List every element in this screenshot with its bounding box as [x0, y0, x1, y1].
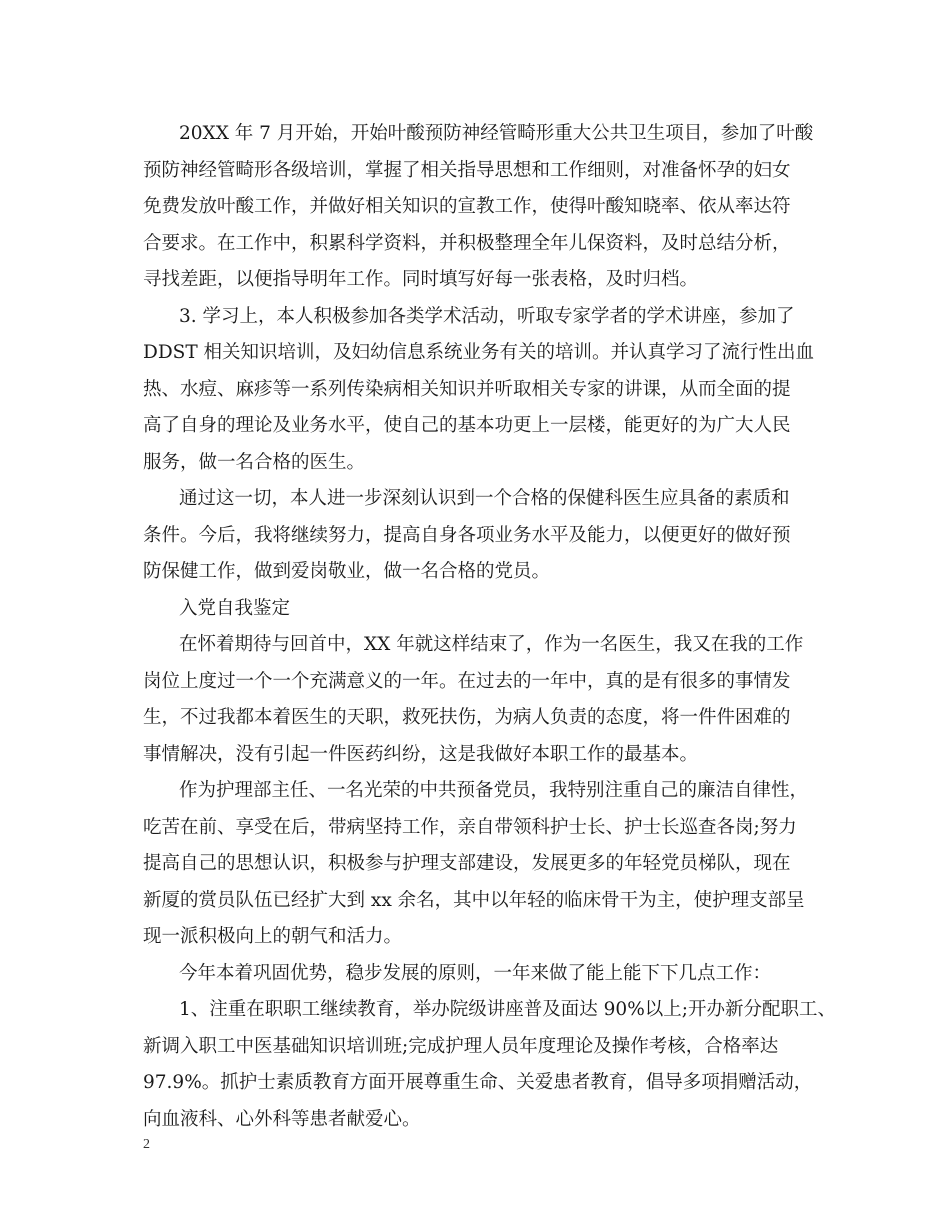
paragraph-line: 作为护理部主任、一名光荣的中共预备党员，我特别注重自己的廉洁自律性，	[179, 780, 809, 801]
paragraph-line: 寻找差距，以便指导明年工作。同时填写好每一张表格，及时归档。	[143, 269, 699, 290]
paragraph-line: 通过这一切，本人进一步深刻认识到一个合格的保健科医生应具备的素质和	[179, 488, 790, 509]
paragraph-line: 现一派积极向上的朝气和活力。	[143, 926, 403, 947]
paragraph-line: 合要求。在工作中，积累科学资料，并积极整理全年儿保资料，及时总结分析，	[143, 232, 791, 254]
paragraph-line: 今年本着巩固优势，稳步发展的原则，一年来做了能上能下下几点工作：	[179, 962, 772, 984]
page-number: 2	[143, 1137, 150, 1152]
paragraph-line: 生，不过我都本着医生的天职，救死扶伤，为病人负责的态度，将一件件困难的	[143, 707, 791, 728]
paragraph-line: 热、水痘、麻疹等一系列传染病相关知识并听取相关专家的讲课，从而全面的提	[143, 378, 791, 400]
paragraph-line: 97.9%。抓护士素质教育方面开展尊重生命、关爱患者教育，倡导多项捐赠活动，	[143, 1072, 813, 1093]
paragraph-line: 新厦的赏员队伍已经扩大到 xx 余名，其中以年轻的临床骨干为主，使护理支部呈	[143, 889, 805, 911]
paragraph-line: 预防神经管畸形各级培训，掌握了相关指导思想和工作细则，对准备怀孕的妇女	[143, 159, 791, 181]
paragraph-line: 新调入职工中医基础知识培训班;完成护理人员年度理论及操作考核，合格率达	[143, 1035, 779, 1057]
section-heading: 入党自我鉴定	[179, 597, 291, 619]
paragraph-line: 服务，做一名合格的医生。	[143, 451, 366, 473]
paragraph-line: 免费发放叶酸工作，并做好相关知识的宣教工作，使得叶酸知晓率、依从率达符	[143, 196, 791, 217]
paragraph-line: 在怀着期待与回首中，XX 年就这样结束了，作为一名医生，我又在我的工作	[179, 634, 804, 655]
paragraph-line: 吃苦在前、享受在后，带病坚持工作，亲自带领科护士长、护士长巡查各岗;努力	[143, 816, 797, 838]
paragraph-line: DDST 相关知识培训，及妇幼信息系统业务有关的培训。并认真学习了流行性出血	[143, 342, 815, 363]
paragraph-line: 1、注重在职职工继续教育，举办院级讲座普及面达 90%以上;开办新分配职工、	[179, 999, 837, 1020]
paragraph-line: 20XX 年 7 月开始，开始叶酸预防神经管畸形重大公共卫生项目，参加了叶酸	[179, 123, 814, 144]
paragraph-line: 岗位上度过一个一个充满意义的一年。在过去的一年中，真的是有很多的事情发	[143, 670, 791, 692]
paragraph-line: 事情解决，没有引起一件医药纠纷，这是我做好本职工作的最基本。	[143, 743, 699, 765]
paragraph-line: 3. 学习上，本人积极参加各类学术活动，听取专家学者的学术讲座，参加了	[179, 305, 795, 327]
paragraph-line: 条件。今后，我将继续努力，提高自身各项业务水平及能力，以便更好的做好预	[143, 524, 791, 546]
paragraph-line: 防保健工作，做到爱岗敬业，做一名合格的党员。	[143, 561, 551, 582]
paragraph-line: 提高自己的思想认识，积极参与护理支部建设，发展更多的年轻党员梯队，现在	[143, 853, 791, 874]
paragraph-line: 高了自身的理论及业务水平，使自己的基本功更上一层楼，能更好的为广大人民	[143, 415, 791, 436]
paragraph-line: 向血液科、心外科等患者献爱心。	[143, 1108, 421, 1130]
document-body	[143, 116, 837, 1138]
